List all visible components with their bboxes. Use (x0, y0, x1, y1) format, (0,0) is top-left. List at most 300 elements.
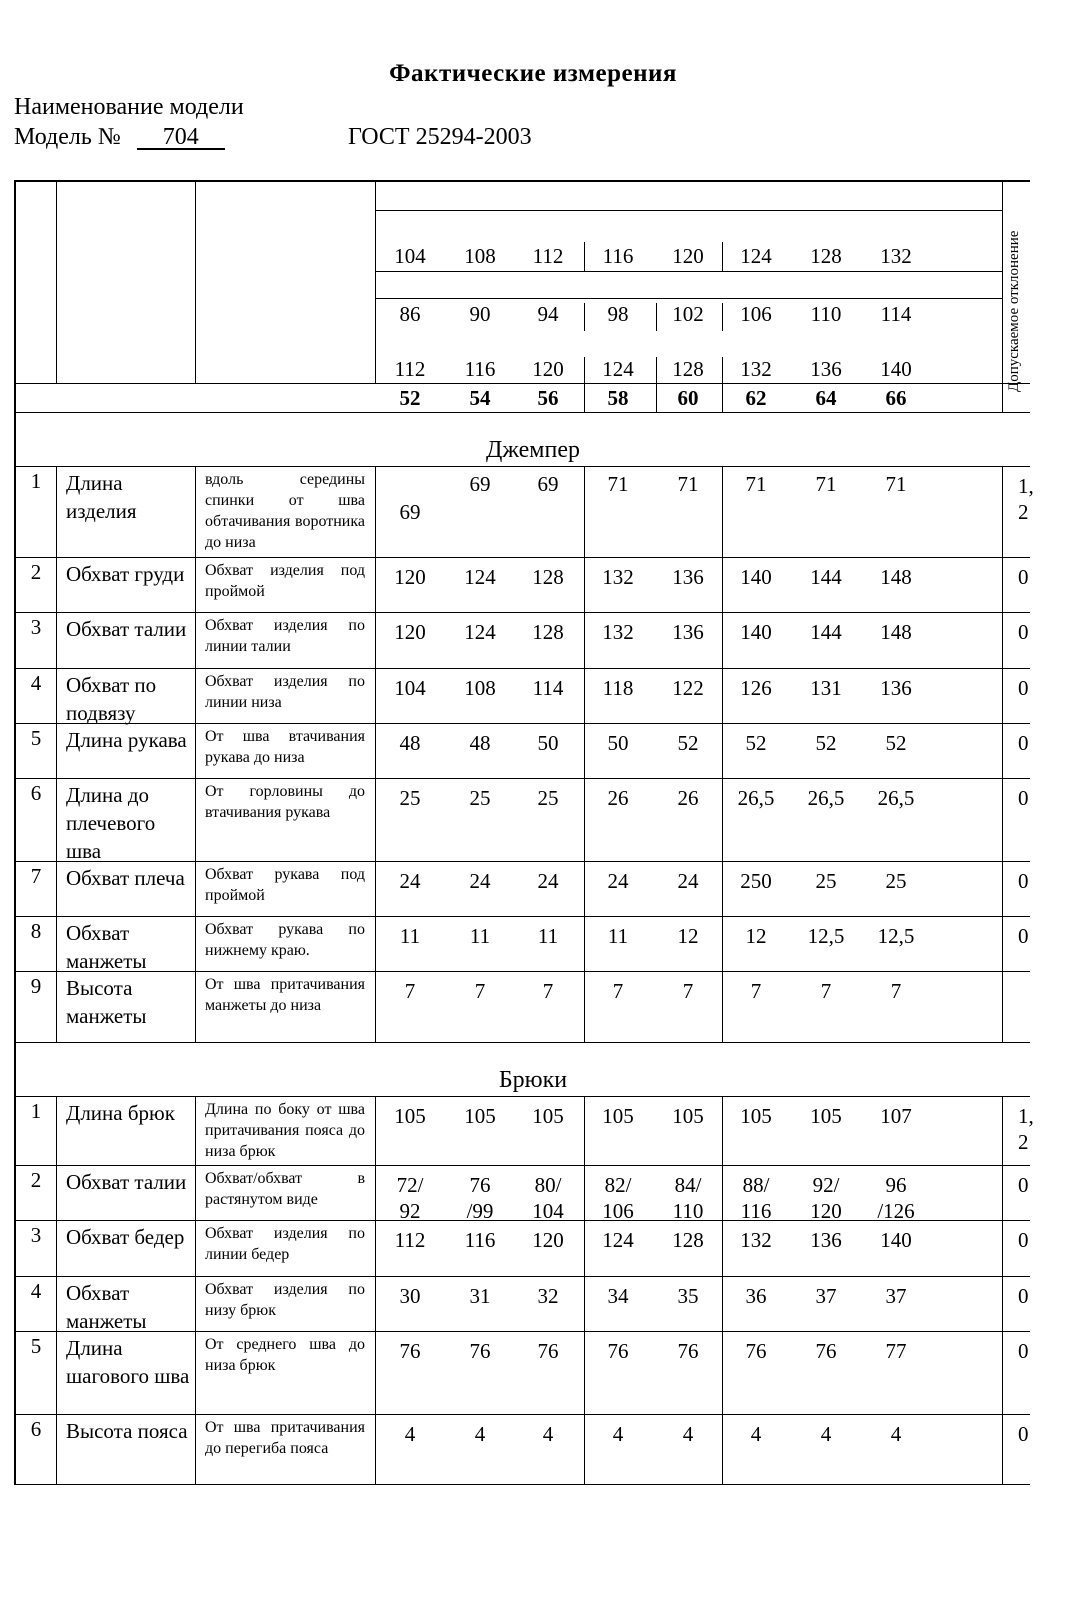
chest-size-value: 120 (672, 244, 704, 268)
measurement-value: 52 (745, 731, 767, 755)
model-number-label: Модель № (14, 124, 121, 150)
model-name-label: Наименование модели (14, 94, 244, 120)
row-number: 3 (30, 1223, 42, 1247)
measurement-value: 11 (469, 924, 491, 948)
tolerance-value: 0 (1018, 565, 1029, 589)
measurement-value: 69 (469, 472, 491, 496)
row-divider (722, 916, 723, 971)
header-value-separator (584, 383, 585, 412)
measurement-note: От горловины до втачивания рукава (205, 783, 365, 821)
tolerance-value: 1, 2 (1018, 474, 1034, 524)
measurement-value: 11 (607, 924, 629, 948)
row-number: 2 (30, 560, 42, 584)
row-divider (195, 1331, 196, 1414)
measurement-note: От шва притачивания до перегиба пояса (205, 1419, 365, 1457)
measurement-value: 76 (399, 1339, 421, 1363)
measurement-value: 4 (612, 1422, 624, 1446)
tolerance-value: 0 (1018, 731, 1029, 755)
row-divider (195, 1414, 196, 1484)
row-divider (722, 668, 723, 723)
tolerance-value: 0 (1018, 676, 1029, 700)
chest-size-value: 104 (394, 244, 426, 268)
header-tolerance: Допускаемое отклонение (1006, 230, 1022, 392)
row-divider (195, 861, 196, 916)
row-divider (375, 1414, 376, 1484)
measurement-value: 34 (607, 1284, 629, 1308)
hips-size-value: 132 (740, 357, 772, 381)
size-code-value: 58 (607, 386, 629, 410)
measurement-value: 132 (740, 1228, 772, 1252)
measurement-value: 120 (394, 565, 426, 589)
section-top-line (14, 466, 1030, 467)
measurement-value: 37 (815, 1284, 837, 1308)
row-bottom-line (14, 1414, 1030, 1415)
measurement-value: 144 (810, 565, 842, 589)
row-divider (584, 1165, 585, 1220)
measurement-value: 12 (745, 924, 767, 948)
measurement-value: 105 (740, 1104, 772, 1128)
measurement-value: 148 (880, 565, 912, 589)
tolerance-value: 0 (1018, 1173, 1029, 1197)
row-divider (195, 916, 196, 971)
row-divider (1002, 778, 1003, 861)
row-divider (1002, 557, 1003, 612)
measurement-value: 25 (399, 786, 421, 810)
row-divider (195, 612, 196, 668)
measurement-value: 31 (469, 1284, 491, 1308)
measurement-value: 24 (537, 869, 559, 893)
measurement-value: 76 /99 (466, 1173, 494, 1223)
row-bottom-line (14, 1165, 1030, 1166)
measurement-value: 114 (532, 676, 564, 700)
row-line-size-code (14, 412, 1030, 413)
measurement-name: Высота пояса (66, 1419, 188, 1443)
measurement-value: 25 (537, 786, 559, 810)
row-divider (375, 723, 376, 778)
header-value-separator (722, 357, 723, 383)
measurement-value: 128 (532, 565, 564, 589)
waist-size-value: 94 (537, 302, 559, 326)
measurement-value: 84/ 110 (672, 1173, 704, 1223)
section-top-line (14, 1096, 1030, 1097)
row-divider (1002, 1331, 1003, 1414)
measurement-value: 7 (404, 979, 416, 1003)
measurement-value: 136 (672, 620, 704, 644)
row-number: 6 (30, 781, 42, 805)
row-divider (375, 612, 376, 668)
measurement-value: 105 (464, 1104, 496, 1128)
measurement-value: 4 (682, 1422, 694, 1446)
measurement-value: 112 (394, 1228, 426, 1252)
row-number: 5 (30, 1334, 42, 1358)
measurement-value: 71 (885, 472, 907, 496)
row-divider (722, 1165, 723, 1220)
measurement-name: Высота манжеты (66, 976, 147, 1028)
measurement-value: 7 (474, 979, 486, 1003)
row-divider (1002, 723, 1003, 778)
row-divider (1002, 971, 1003, 1042)
size-code-value: 64 (815, 386, 837, 410)
row-number: 9 (30, 974, 42, 998)
measurement-value: 37 (885, 1284, 907, 1308)
measurement-value: 25 (469, 786, 491, 810)
measurement-value: 105 (602, 1104, 634, 1128)
row-number: 3 (30, 615, 42, 639)
row-divider (584, 1331, 585, 1414)
measurement-value: 7 (890, 979, 902, 1003)
measurement-name: Длина до плечевого шва (66, 783, 156, 863)
row-divider (1002, 1220, 1003, 1276)
model-number-value: 704 (137, 126, 225, 150)
measurement-value: 144 (810, 620, 842, 644)
measurement-note: От шва притачивания манжеты до низа (205, 976, 365, 1014)
measurement-value: 69 (399, 500, 421, 524)
row-divider (56, 557, 57, 612)
row-divider (722, 466, 723, 557)
measurement-name: Обхват бедер (66, 1225, 185, 1249)
row-divider (584, 466, 585, 557)
tolerance-value: 0 (1018, 1284, 1029, 1308)
row-divider (56, 971, 57, 1042)
measurement-value: 7 (682, 979, 694, 1003)
tolerance-value: 0 (1018, 620, 1029, 644)
measurement-value: 26,5 (807, 786, 845, 810)
row-bottom-line (14, 612, 1030, 613)
row-bottom-line (14, 1042, 1030, 1043)
row-divider (56, 1165, 57, 1220)
measurement-value: 24 (399, 869, 421, 893)
measurement-note: Обхват изделия под проймой (205, 562, 365, 600)
waist-size-value: 114 (880, 302, 912, 326)
measurement-value: 52 (677, 731, 699, 755)
measurement-note: вдоль середины спинки от шва обтачивания воротника до низа (205, 471, 365, 551)
row-divider (584, 1096, 585, 1165)
measurement-value: 7 (750, 979, 762, 1003)
col-divider-tolerance (1002, 180, 1003, 412)
measurement-value: 124 (464, 565, 496, 589)
row-divider (584, 1276, 585, 1331)
measurement-value: 12 (677, 924, 699, 948)
measurement-value: 4 (404, 1422, 416, 1446)
row-divider (1002, 861, 1003, 916)
row-divider (584, 916, 585, 971)
row-divider (1002, 668, 1003, 723)
hips-size-value: 136 (810, 357, 842, 381)
row-divider (375, 668, 376, 723)
document-title: Фактические измерения (389, 60, 677, 87)
row-divider (375, 861, 376, 916)
measurement-value: 76 (745, 1339, 767, 1363)
waist-size-value: 110 (810, 302, 842, 326)
measurement-value: 124 (464, 620, 496, 644)
gost-label: ГОСТ 25294-2003 (348, 124, 532, 150)
header-value-separator (722, 242, 723, 272)
measurement-value: 4 (890, 1422, 902, 1446)
measurement-value: 71 (607, 472, 629, 496)
row-divider (722, 557, 723, 612)
row-number: 2 (30, 1168, 42, 1192)
row-divider (195, 1220, 196, 1276)
row-divider (722, 1276, 723, 1331)
hips-size-value: 124 (602, 357, 634, 381)
measurement-value: 4 (542, 1422, 554, 1446)
measurement-value: 128 (532, 620, 564, 644)
header-value-separator (584, 242, 585, 272)
measurement-note: Длина по боку от шва притачивания пояса до низа брюк (205, 1101, 365, 1160)
row-bottom-line (14, 916, 1030, 917)
measurement-value: 48 (399, 731, 421, 755)
row-divider (722, 1096, 723, 1165)
chest-size-value: 108 (464, 244, 496, 268)
measurement-value: 30 (399, 1284, 421, 1308)
measurement-value: 71 (745, 472, 767, 496)
measurement-value: 71 (815, 472, 837, 496)
size-code-value: 66 (885, 386, 907, 410)
measurement-value: 4 (750, 1422, 762, 1446)
measurement-value: 122 (672, 676, 704, 700)
hips-size-value: 128 (672, 357, 704, 381)
measurement-value: 128 (672, 1228, 704, 1252)
measurement-name: Длина шагового шва (66, 1336, 190, 1388)
chest-size-value: 132 (880, 244, 912, 268)
row-divider (56, 1276, 57, 1331)
measurement-value: 118 (602, 676, 634, 700)
measurement-note: Обхват изделия по линии талии (205, 617, 365, 655)
col-divider-index (56, 180, 57, 384)
chest-size-value: 112 (532, 244, 564, 268)
row-number: 6 (30, 1417, 42, 1441)
row-divider (195, 723, 196, 778)
tolerance-value: 0 (1018, 869, 1029, 893)
row-divider (722, 723, 723, 778)
row-line-height (375, 210, 1002, 211)
measurement-value: 132 (602, 565, 634, 589)
measurement-value: 4 (474, 1422, 486, 1446)
row-divider (195, 668, 196, 723)
row-divider (722, 778, 723, 861)
measurement-value: 132 (602, 620, 634, 644)
header-value-separator (584, 357, 585, 383)
row-divider (195, 1096, 196, 1165)
row-bottom-line (14, 1276, 1030, 1277)
measurement-value: 88/ 116 (740, 1173, 772, 1223)
row-divider (722, 861, 723, 916)
waist-size-value: 86 (399, 302, 421, 326)
tolerance-value: 0 (1018, 1228, 1029, 1252)
row-divider (56, 1096, 57, 1165)
row-divider (1002, 1096, 1003, 1165)
row-divider (584, 971, 585, 1042)
row-divider (1002, 1276, 1003, 1331)
row-divider (375, 778, 376, 861)
size-code-value: 60 (677, 386, 699, 410)
row-divider (584, 861, 585, 916)
measurement-value: 35 (677, 1284, 699, 1308)
measurement-value: 36 (745, 1284, 767, 1308)
row-divider (56, 916, 57, 971)
measurement-name: Обхват талии (66, 617, 187, 641)
size-code-value: 54 (469, 386, 491, 410)
row-number: 4 (30, 671, 42, 695)
measurement-value: 52 (885, 731, 907, 755)
measurement-note: Обхват рукава по нижнему краю. (205, 921, 365, 959)
size-code-value: 62 (745, 386, 767, 410)
row-divider (1002, 466, 1003, 557)
row-divider (56, 612, 57, 668)
measurement-value: 72/ 92 (396, 1173, 424, 1223)
measurement-value: 126 (740, 676, 772, 700)
measurement-value: 4 (820, 1422, 832, 1446)
row-number: 4 (30, 1279, 42, 1303)
measurement-value: 7 (820, 979, 832, 1003)
measurement-value: 69 (537, 472, 559, 496)
row-divider (375, 466, 376, 557)
measurement-value: 24 (607, 869, 629, 893)
measurement-note: Обхват изделия по линии бедер (205, 1225, 365, 1263)
row-divider (56, 723, 57, 778)
measurement-value: 7 (612, 979, 624, 1003)
measurement-value: 26 (607, 786, 629, 810)
row-divider (56, 778, 57, 861)
row-divider (722, 971, 723, 1042)
measurement-name: Обхват груди (66, 562, 185, 586)
measurement-name: Обхват манжеты (66, 1281, 147, 1333)
measurement-value: 26 (677, 786, 699, 810)
measurement-value: 148 (880, 620, 912, 644)
row-divider (375, 916, 376, 971)
measurement-value: 76 (677, 1339, 699, 1363)
chest-size-value: 124 (740, 244, 772, 268)
measurement-value: 52 (815, 731, 837, 755)
measurement-value: 11 (399, 924, 421, 948)
measurement-name: Обхват манжеты (66, 921, 147, 973)
measurement-value: 76 (537, 1339, 559, 1363)
row-line-waist-label (375, 298, 1002, 299)
row-bottom-line (14, 668, 1030, 669)
row-divider (195, 1165, 196, 1220)
header-value-separator (584, 303, 585, 331)
chest-size-value: 128 (810, 244, 842, 268)
measurement-value: 107 (880, 1104, 912, 1128)
hips-size-value: 116 (464, 357, 496, 381)
measurement-value: 32 (537, 1284, 559, 1308)
measurement-name: Обхват по подвязу (66, 673, 157, 725)
row-divider (584, 723, 585, 778)
row-divider (1002, 612, 1003, 668)
measurement-value: 48 (469, 731, 491, 755)
row-number: 1 (30, 1099, 42, 1123)
measurement-note: Обхват/обхват в растянутом виде (205, 1170, 365, 1208)
measurement-value: 136 (810, 1228, 842, 1252)
measurement-value: 80/ 104 (532, 1173, 564, 1223)
row-line-header-bottom (14, 383, 1030, 384)
measurement-value: 136 (672, 565, 704, 589)
col-divider-name (195, 180, 196, 384)
measurement-value: 120 (394, 620, 426, 644)
row-divider (584, 1414, 585, 1484)
measurement-value: 24 (469, 869, 491, 893)
measurement-value: 250 (740, 869, 772, 893)
hips-size-value: 112 (394, 357, 426, 381)
measurement-value: 77 (885, 1339, 907, 1363)
measurement-note: От шва втачивания рукава до низа (205, 728, 365, 766)
measurement-note: Обхват рукава под проймой (205, 866, 365, 904)
row-divider (722, 1220, 723, 1276)
waist-size-value: 98 (607, 302, 629, 326)
measurement-value: 104 (394, 676, 426, 700)
row-divider (56, 861, 57, 916)
waist-size-value: 106 (740, 302, 772, 326)
row-divider (56, 466, 57, 557)
measurement-value: 92/ 120 (810, 1173, 842, 1223)
measurement-value: 25 (885, 869, 907, 893)
row-divider (722, 1331, 723, 1414)
row-bottom-line (14, 1484, 1030, 1485)
measurement-value: 50 (607, 731, 629, 755)
row-divider (56, 1331, 57, 1414)
tolerance-value: 0 (1018, 1422, 1029, 1446)
measurement-name: Обхват плеча (66, 866, 185, 890)
section-title: Джемпер (486, 437, 580, 463)
measurement-value: 108 (464, 676, 496, 700)
measurement-value: 12,5 (877, 924, 915, 948)
measurement-name: Длина брюк (66, 1101, 175, 1125)
row-divider (722, 612, 723, 668)
measurement-value: 76 (815, 1339, 837, 1363)
row-divider (375, 971, 376, 1042)
tolerance-value: 0 (1018, 1339, 1029, 1363)
tolerance-value: 0 (1018, 786, 1029, 810)
row-divider (375, 1276, 376, 1331)
measurement-note: Обхват изделия по низу брюк (205, 1281, 365, 1319)
row-number: 8 (30, 919, 42, 943)
row-divider (56, 668, 57, 723)
row-divider (584, 1220, 585, 1276)
measurement-value: 7 (542, 979, 554, 1003)
row-number: 1 (30, 469, 42, 493)
section-title: Брюки (498, 1067, 568, 1093)
row-divider (195, 557, 196, 612)
row-divider (375, 1165, 376, 1220)
tolerance-value: 1, 2 (1018, 1104, 1034, 1154)
measurement-value: 140 (740, 565, 772, 589)
header-value-separator (722, 303, 723, 331)
header-value-separator (722, 383, 723, 412)
row-line-chest (375, 271, 1002, 272)
row-divider (375, 1096, 376, 1165)
measurement-value: 105 (672, 1104, 704, 1128)
measurement-value: 131 (810, 676, 842, 700)
row-divider (584, 557, 585, 612)
row-divider (722, 1414, 723, 1484)
measurement-value: 12,5 (807, 924, 845, 948)
row-divider (195, 1276, 196, 1331)
row-bottom-line (14, 778, 1030, 779)
row-divider (56, 1414, 57, 1484)
row-divider (195, 778, 196, 861)
measurement-value: 82/ 106 (602, 1173, 634, 1223)
row-number: 7 (30, 864, 42, 888)
measurement-note: От среднего шва до низа брюк (205, 1336, 365, 1374)
chest-size-value: 116 (602, 244, 634, 268)
hips-size-value: 120 (532, 357, 564, 381)
measurement-value: 26,5 (877, 786, 915, 810)
measurement-value: 116 (464, 1228, 496, 1252)
measurement-value: 124 (602, 1228, 634, 1252)
row-divider (56, 1220, 57, 1276)
measurement-value: 25 (815, 869, 837, 893)
measurement-value: 140 (740, 620, 772, 644)
